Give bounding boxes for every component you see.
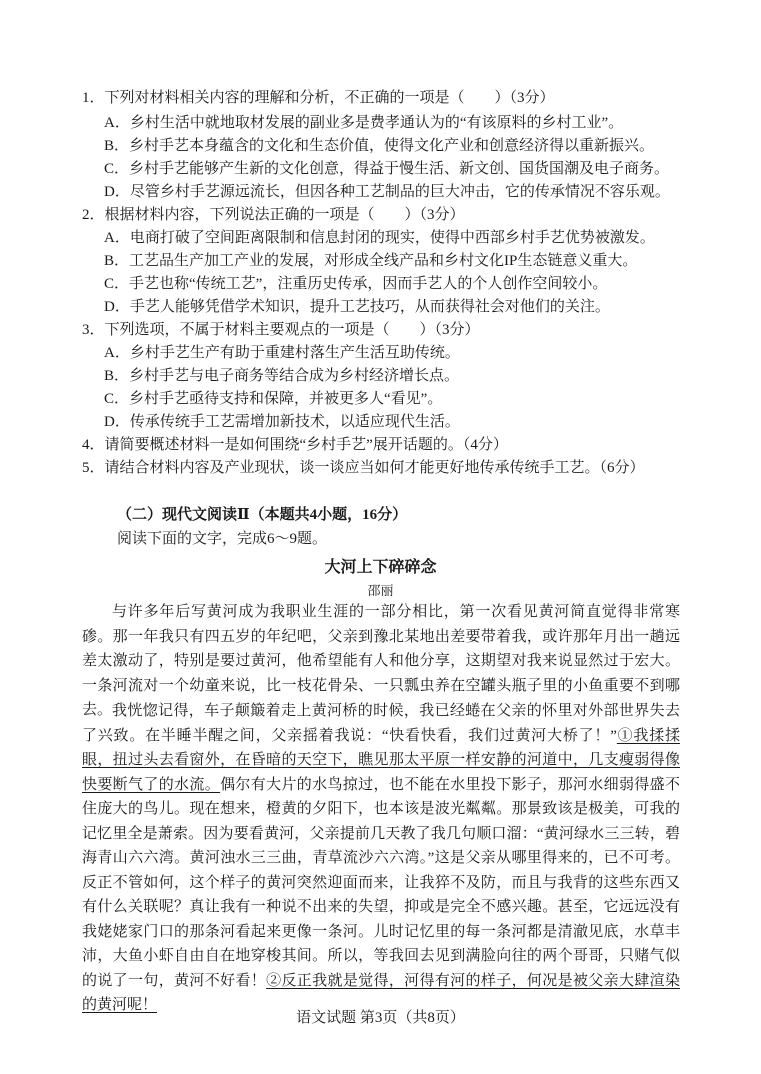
question-2-option-a: A．电商打破了空间距离限制和信息封闭的现实，使得中西部乡村手艺优势被激发。 <box>104 230 655 246</box>
question-1-option-d: D．尽管乡村手艺源远流长，但因各种工艺制品的巨大冲击，它的传承情况不容乐观。 <box>104 184 670 200</box>
article-paragraph-1: 与许多年后写黄河成为我职业生涯的一部分相比，第一次看见黄河简直觉得非常寒碜。那一年我只有四五岁的年纪吧，父亲到豫北某地出差要带着我，或许那年月出一趟远差太激动了，特别是要过黄河，他希望能有人和他分享，这期望对我来说显然过于宏大。一条河流对一个幼童来说，比一枝花骨朵、一只瓢虫养在空罐头瓶子里的小鱼重要不到哪去。 <box>82 604 680 718</box>
question-3-option-c: C．乡村手艺亟待支持和保障，并被更多人“看见”。 <box>104 391 443 407</box>
section-instruction: 阅读下面的文字，完成6～9题。 <box>117 531 328 547</box>
question-3-option-a: A．乡村手艺生产有助于重建村落生产生活互助传统。 <box>104 345 460 361</box>
article-paragraph-2 <box>82 699 680 1018</box>
paragraph-2-intro: 我恍惚记得，车子颠簸着走上黄河桥的时候，我已经蜷在父亲的怀里对外部世界失去了兴致。在半睡半醒之间，父亲摇着我说：“快看快看，我们过黄河大桥了！” <box>82 703 680 744</box>
question-1-option-a: A．乡村生活中就地取材发展的副业多是费孝通认为的“有该原料的乡村工业”。 <box>104 115 624 131</box>
question-3-option-d: D．传承传统手工艺需增加新技术，以适应现代生活。 <box>104 414 460 430</box>
article-title: 大河上下碎碎念 <box>324 557 437 576</box>
question-1-stem: 1．下列对材料相关内容的理解和分析，不正确的一项是（ ）（3分） <box>82 90 555 106</box>
question-1-option-c: C．乡村手艺能够产生新的文化创意，得益于慢生活、新文创、国货国潮及电子商务。 <box>104 161 670 177</box>
page-footer: 语文试题 第3页（共8页） <box>296 1010 465 1026</box>
question-4-stem: 4．请简要概述材料一是如何围绕“乡村手艺”展开话题的。（4分） <box>82 437 508 453</box>
article-author: 邵丽 <box>367 584 394 599</box>
question-2-option-c: C．手艺也称“传统工艺”，注重历史传承，因而手艺人的个人创作空间较小。 <box>104 276 608 292</box>
question-3-option-b: B．乡村手艺与电子商务等结合成为乡村经济增长点。 <box>104 368 460 384</box>
question-3-stem: 3．下列选项，不属于材料主要观点的一项是（ ）（3分） <box>82 322 480 338</box>
paragraph-2-body: 偶尔有大片的水鸟掠过，也不能在水里投下影子，那河水细弱得盛不住庞大的鸟儿。现在想来，橙黄的夕阳下，也本该是波光粼粼。那景致该是极美，可我的记忆里全是萧索。因为要看黄河，父亲提前几天教了我几句顺口溜：“黄河绿水三三转，碧海青山六六湾。黄河浊水三三曲，青草流沙六六湾。”这是父亲从哪里得来的，已不可考。反正不管如何，这个样子的黄河突然迎面而来，让我猝不及防，而且与我背的这些东西又有什么关联呢？真让我有一种说不出来的失望，抑或是完全不感兴趣。甚至，它远远没有我姥姥家门口的那条河看起来更像一条河。儿时记忆里的每一条河都是清澈见底，水草丰沛，大鱼小虾自由自在地穿梭其间。所以，等我回去见到满脸向往的两个哥哥，只赌气似的说了一句，黄河不好看！ <box>82 776 680 989</box>
underlined-sentence-1: ①我揉揉眼，扭过头去看窗外，在昏暗的天空下，瞧见那太平原一样安静的河道中，几支瘦弱得像快要断气了的水流。 <box>82 727 680 793</box>
question-5-stem: 5．请结合材料内容及产业现状，谈一谈应当如何才能更好地传承传统手工艺。（6分） <box>82 460 645 476</box>
section-heading: （二）现代文阅读Ⅱ（本题共4小题，16分） <box>117 507 408 523</box>
question-2-stem: 2．根据材料内容，下列说法正确的一项是（ ）（3分） <box>82 207 465 223</box>
question-2-option-b: B．工艺品生产加工产业的发展，对形成全线产品和乡村文化IP生态链意义重大。 <box>104 253 638 269</box>
question-1-option-b: B．乡村手艺本身蕴含的文化和生态价值，使得文化产业和创意经济得以重新振兴。 <box>104 138 655 154</box>
question-2-option-d: D．手艺人能够凭借学术知识，提升工艺技巧，从而获得社会对他们的关注。 <box>104 299 610 315</box>
underlined-sentence-2: ②反正我就是觉得，河得有河的样子，何况是被父亲大肆渲染的黄河呢！ <box>82 972 680 1013</box>
